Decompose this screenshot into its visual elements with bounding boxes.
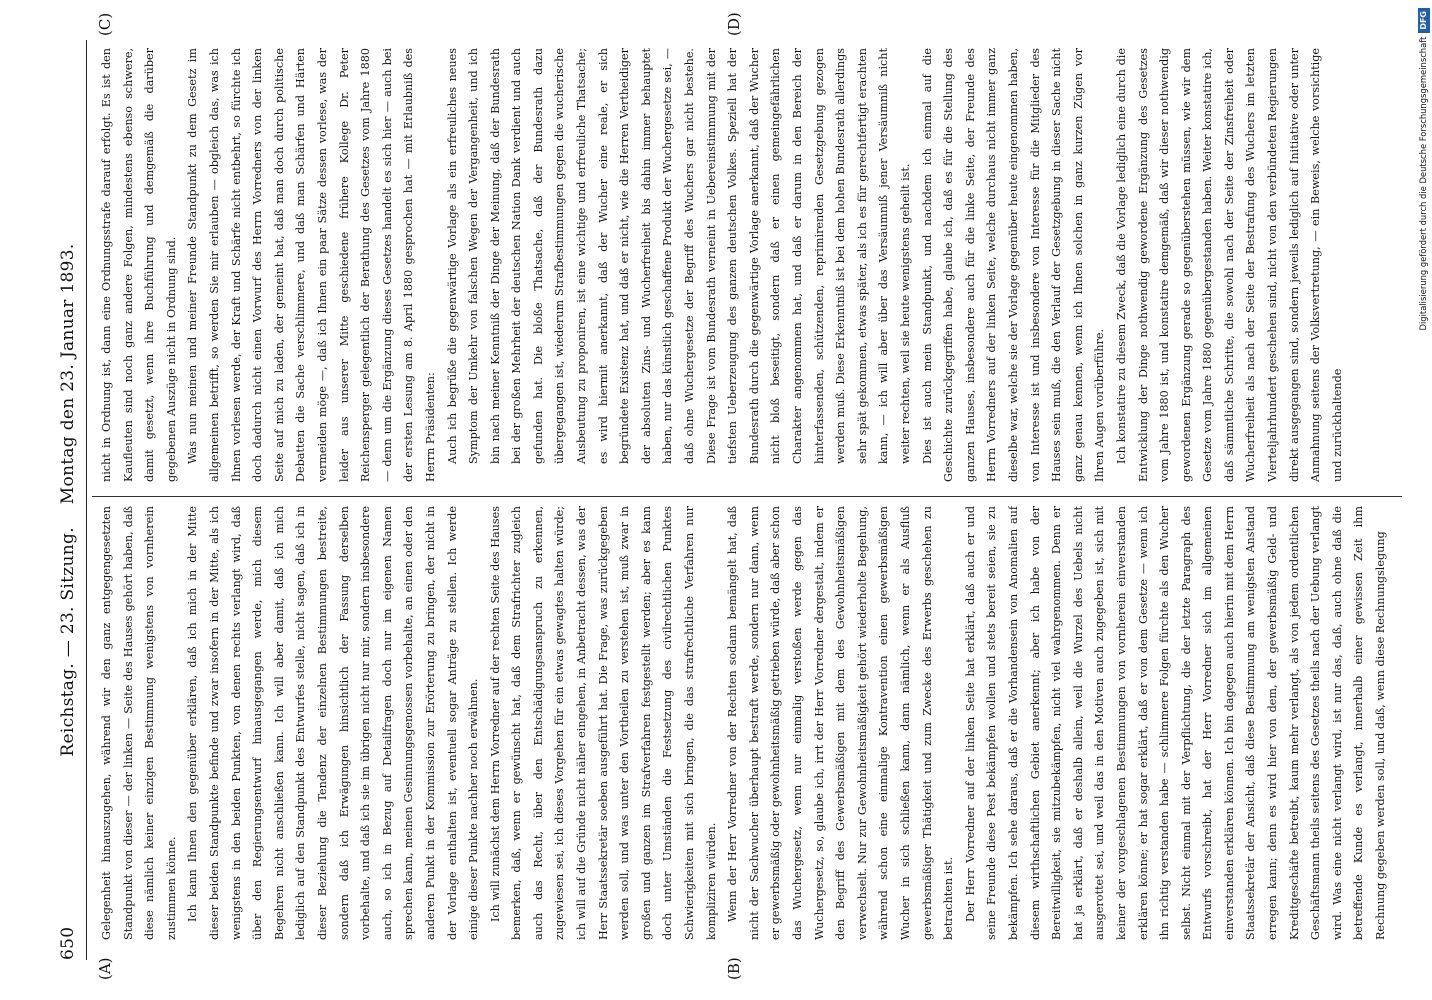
digitization-note — [1414, 0, 1432, 1000]
paragraph: Was nun meinen und meiner Freunde Standpunkt zu dem Gesetz im allgemeinen betrifft, so werden Sie mir erlauben — obgleich das, was ich Ihnen vorlesen werde, der Kraft und Schärfe nicht entbehrt, so fürchte ich doch dadurch nicht einen Vorwurf des Herrn Vorredners von der linken Seite auf mich zu laden, der gemeint hat, daß man doch durch politische Debatten die Sache verschlimmere, und daß man Schärfen und Härten vermeiden möge —, daß ich Ihnen ein paar Sätze dessen vorlese, was der leider aus unserer Mitte geschiedene frühere Kollege Dr. Peter Reichensperger gelegentlich der Berathung des Gesetzes vom Jahre 1880 — denn um die Ergänzung dieses Gesetzes handelt es sich hier — auch bei der ersten Lesung am 8. April 1880 gesprochen hat — mit Erlaubniß des Herrn Präsidenten: — [186, 48, 437, 482]
header-rule — [86, 40, 87, 960]
quoted-paragraph: Auch ich begrüße die gegenwärtige Vorlage als ein erfreuliches neues Symptom der Umkehr von falschen Wegen der Vergangenheit, und ich bin nach meiner Kenntniß der Dinge der Meinung, daß der Bundesrath bei der großen Mehrheit der deutschen Nation Dank verdient und auch gefunden hat. Die bloße Thatsache, daß der Bundesrath dazu übergegangen ist, wiederum Strafbestimmungen gegen die wucherische Ausbeutung zu proponiren, ist eine wichtige und erfreuliche Thatsache; es wird hiermit anerkannt, daß der Wucher eine reale, er sich begründete Existenz hat, und daß er nicht, wie die Herren Vertheidiger der absoluten Zins- und Wucherfreiheit bis dahin immer behauptet haben, nur das künstlich geschaffene Produkt der Wuchergesetze sei, — daß ohne Wuchergesetze der Begriff des Wuchers gar nicht bestehe. Diese Frage ist vom Bundesrath verneint in Uebereinstimmung mit der tiefsten Ueberzeugung des ganzen deutschen Volkes. Speziell hat der Bundesrath durch die gegenwärtige Vorlage anerkannt, daß der Wucher nicht bloß beseitigt, sondern daß er einen gemeingefährlichen Charakter angenommen hat, und daß er darum in den Bereich der hinterfassenden, schützenden, reprimirenden Gesetzgebung gezogen werden muß. Diese Erkenntniß ist bei dem hohen Bundesrath allerdings sehr spät gekommen, etwas später, als ich es für gerechtfertigt erachten kann, — ich will aber über das Versäumniß jener Versäumniß nicht weiter rechten, weil sie heute wenigstens geheilt ist. — [445, 48, 912, 464]
paragraph: nicht in Ordnung ist, dann eine Ordnungsstrafe darauf erfolgt. Es ist den Kaufleuten sind noch ganz andere Folgen, mindestens ebenso schwere, damit gesetzt, wenn ihre Buchführung und demgemäß die darüber gegebenen Auszüge nicht in Ordnung sind. — [100, 48, 178, 482]
column-divider — [92, 496, 1402, 497]
paragraph: Gelegenheit hinauszugehen, während wir den ganz entgegengesetzten Standpunkt von dieser — der linken — Seite des Hauses gehört haben, daß diese nämlich keiner einzigen Bestimmung wenigstens von vornherein zustimmen könne. — [100, 506, 178, 940]
margin-marker-c: (C) — [96, 12, 114, 36]
paragraph: Ich kann Ihnen den gegenüber erklären, daß ich mich in der Mitte dieser beiden Standpunkte befinde und zwar insofern in der Mitte, als ich wenigstens in den beiden Punkten, von denen rechts verlangt wird, daß über den Regierungsentwurf hinausgegangen werde, mich diesem Begehren nicht anschließen kann. Ich will aber damit, daß ich mich lediglich auf den Standpunkt des Entwurfes stelle, nicht sagen, daß ich in dieser Beziehung die Tendenz der einzelnen Bestimmungen bestreite, sondern daß ich Erwägungen hinsichtlich der Fassung derselben vorbehalte, und daß ich sie im übrigen nicht nur mir, sondern insbesondere auch, so ich in Bezug auf Detailfragen doch nur im eigenen Namen sprechen kann, meinen Gesinnungsgenossen vorbehalte, an einen oder den anderen Punkt in der Kommission zur Erörterung zu bringen, der nicht in der Vorlage enthalten ist, eventuell sogar Anträge zu stellen. Ich werde einige dieser Punkte nachher noch erwähnen. — [186, 506, 481, 940]
paragraph: Der Herr Vorredner auf der linken Seite hat erklärt, daß auch er und seine Freunde diese Pest bekämpfen wollen und stets bereit seien, sie zu bekämpfen. Ich sehe daraus, daß er die Vorhandensein von Anomalien auf diesem wirthschaftlichen Gebiet anerkennt; aber ich habe von der Bereitwilligkeit, sie mitzubekämpfen, nicht viel wahrgenommen. Denn er hat ja erklärt, daß er deshalb allein, weil die Wurzel des Uebels nicht ausgerottet sei, und weil das in den Motiven auch zugegeben ist, sich mit keiner der vorgeschlagenen Bestimmungen von vornherein einverstanden erklären könne; er hat sogar erklärt, daß er von dem Gesetze — wenn ich ihn richtig verstanden habe — schlimmere Folgen fürchte als den Wucher selbst. Nicht einmal mit der Verpflichtung, die der letzte Paragraph des Entwurfs vorschreibt, hat der Herr Vorredner sich im allgemeinen einverstanden erklären können. Ich bin dagegen auch hierin mit dem Herrn Staatssekretär der Ansicht, daß diese Bestimmung am wenigsten Anstand erregen kann; denn es wird hier von dem, der gewerbsmäßig Geld- und Kreditgeschäfte betreibt, kaum mehr verlangt, als von jedem ordentlichen Geschäftsmann theils seitens des Gesetzes theils nach der Uebung verlangt wird. Was eine nicht verlangt wird, ist nur das, daß, auch ohne daß die betreffende Kunde es verlangt, innerhalb einer gewissen Zeit ihm Rechnung gegeben werden soll, und daß, wenn diese Rechnungslegung — [963, 506, 1388, 940]
page-number: 650 — [58, 926, 78, 960]
session-date: Montag den 23. Januar 1893. — [58, 243, 78, 505]
paragraph: Dies ist auch mein Standpunkt, und nachdem ich einmal auf die Geschichte zurückgegriffen habe, glaube ich, daß es für die Stellung des ganzen Hauses, insbesondere auch für die linke Seite, der Freunde des Herrn Vorredners auf der linken Seite, welche durchaus nicht immer ganz dieselbe war, welche sie der Vorlage gegenüber heute eingenommen haben, von Interesse ist und insbesondere von Interesse für die Mitglieder des Hauses sein muß, die den Verlauf der Gesetzgebung in dieser Sache nicht ganz genau kennen, wenn ich Ihnen solchen in ganz kurzen Zügen vor Ihren Augen vorüberführe. — [920, 48, 1107, 482]
paragraph: Ich will zunächst dem Herrn Vorredner auf der rechten Seite des Hauses bemerken, daß, wenn er gewünscht hat, daß dem Strafrichter zugleich auch das Recht, über den Entschädigungsanspruch zu erkennen, zugewiesen sei, ich dieses Vorgehen für ein etwas gewagtes halten würde; ich will auf die Gründe nicht näher eingehen, in Anbetracht dessen, was der Herr Staatssekretär soeben ausgeführt hat. Die Frage, was zurückgegeben werden soll, und was unter den Vortheilen zu verstehen ist, muß zwar in großen und ganzen im Strafverfahren festgestellt werden; aber es kann doch unter Umständen die Festsetzung des civilrechtlichen Punktes Schwierigkeiten mit sich bringen, die das strafrechtliche Verfahren nur kompliziren würden. — [488, 506, 718, 940]
session-title — [58, 40, 78, 960]
dfg-logo: DFG — [1418, 8, 1430, 33]
right-column — [96, 48, 1396, 482]
session-title-left: Reichstag. — 23. Sitzung. — [58, 527, 78, 757]
left-column — [96, 506, 1396, 940]
margin-marker-b: (B) — [725, 957, 743, 980]
paragraph: Ich konstatire zu diesem Zweck, daß die Vorlage lediglich eine durch die Entwicklung der Dinge nothwendig gewordene Ergänzung des Gesetzes vom Jahre 1880 ist, und konstatire demgemäß, daß wir dieser nothwendig gewordenen Ergänzung gerade so gegenüberstehen müssen, wie wir dem Gesetze vom Jahre 1880 gegenübergestanden haben. Weiter konstatire ich, daß sämmtliche Schritte, die sowohl nach der Seite der Zinsfreiheit oder Wucherfreiheit als nach der Seite der Bestrafung des Wuchers im letzten Vierteljahrhundert geschehen sind, nicht von den verbündeten Regierungen direkt ausgegangen sind, sondern jeweils lediglich auf Initiative oder unter Anmahnung seitens der Volksvertretung, — ein Beweis, welche vorsichtige und zurückhaltende — [1114, 48, 1344, 482]
margin-marker-a: (A) — [96, 957, 114, 980]
digitization-note-text: Digitalisierung gefördert durch die Deutsche Forschungsgemeinschaft — [1418, 36, 1428, 331]
margin-marker-d: (D) — [725, 12, 743, 36]
page-header — [58, 40, 84, 960]
paragraph: Wenn der Herr Vorredner von der Rechten sodann bemängelt hat, daß nicht der Sachwucher überhaupt bestraft werde, sondern nur dann, wenn er gewerbsmäßig oder gewohnheitsmäßig getrieben würde, daß aber schon das Wuchergesetz, wenn nur einmalig verstoßen werde gegen das Wuchergesetz, so, glaube ich, irrt der Herr Vorredner dergestalt, indem er den Begriff des Gewerbsmäßigen mit dem des Gewohnheitsmäßigen verwechselt. Nur zur Gewohnheitsmäßigkeit gehört wiederholte Begehung, während schon eine einmalige Kontravention einen gewerbsmäßigen Wucher in sich schließen kann, dann nämlich, wenn er als Ausfluß gewerbsmäßiger Thätigkeit und zum Zwecke des Erwerbs geschehen zu betrachten ist. — [726, 506, 956, 940]
